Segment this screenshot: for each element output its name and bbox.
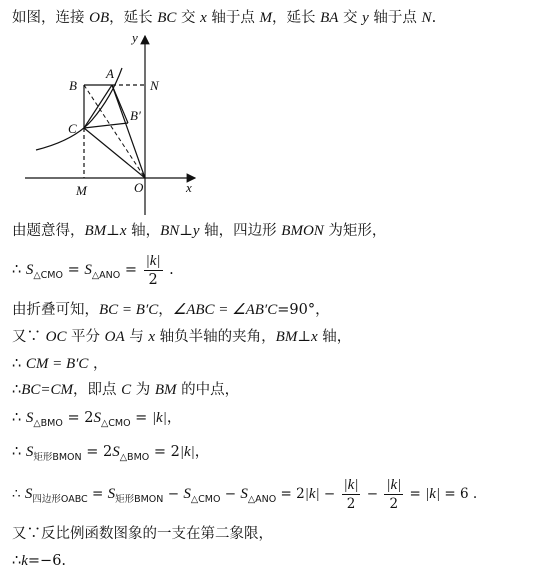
- text: .: [164, 262, 174, 278]
- abs-k: |k|: [304, 486, 320, 502]
- equals: =: [87, 486, 108, 502]
- text: 又∵反比例函数图象的一支在第二象限，: [12, 526, 273, 542]
- subscript: △ANO: [247, 494, 277, 505]
- equation: CM = B′C: [25, 356, 89, 372]
- text: ∴: [12, 410, 26, 426]
- minus: −: [319, 486, 340, 502]
- numerator: |k|: [386, 477, 402, 493]
- numerator: |k|: [343, 477, 359, 493]
- step-7: [12, 408, 181, 434]
- perp-symbol: ⊥: [106, 223, 120, 239]
- text: 的中点，: [176, 382, 240, 398]
- area-symbol: S: [183, 486, 191, 502]
- text: =−6.: [27, 553, 67, 569]
- label-M: M: [76, 183, 87, 198]
- label-N: N: [150, 78, 159, 93]
- shape-BMON: BMON: [281, 223, 324, 239]
- equation: BC=CM: [21, 382, 74, 398]
- segment-BM: BM: [84, 223, 107, 239]
- subscript: △ANO: [91, 270, 121, 281]
- subscript: △CMO: [190, 494, 221, 505]
- text: ，: [88, 356, 108, 372]
- therefore-symbol: ∴: [12, 262, 26, 278]
- var-x: x: [310, 329, 318, 345]
- abs-k: |k|: [179, 444, 195, 460]
- equals: = 2: [81, 444, 113, 460]
- area-symbol: S: [24, 486, 33, 502]
- text: 为: [131, 382, 155, 398]
- segment-AB-prime: [112, 85, 128, 123]
- segment-OA: OA: [104, 329, 125, 345]
- text: 轴负半轴的夹角，: [155, 329, 276, 345]
- step-6: [12, 380, 239, 400]
- equals: =: [120, 262, 142, 278]
- var-y: y: [192, 223, 200, 239]
- subscript: △CMO: [100, 418, 131, 429]
- subscript: △BMO: [33, 418, 63, 429]
- label-C: C: [68, 121, 77, 136]
- equation: =90°: [277, 302, 316, 318]
- text: 由题意得，: [12, 223, 85, 239]
- geometry-figure: [0, 30, 556, 240]
- step-5: [12, 354, 108, 374]
- text: 轴，: [317, 329, 352, 345]
- area-symbol: S: [25, 410, 34, 426]
- text: ∴: [12, 553, 22, 569]
- step-10: [12, 524, 273, 544]
- segment-BM: BM: [275, 329, 298, 345]
- segment-BN: BN: [160, 223, 180, 239]
- equals: = 2: [276, 486, 305, 502]
- equation: BC = B′C: [99, 302, 159, 318]
- label-B: B: [69, 78, 77, 93]
- equals: =: [62, 262, 85, 278]
- denominator: 2: [346, 496, 356, 512]
- result: = 6 .: [440, 486, 478, 502]
- text: ，延长: [109, 10, 158, 26]
- equals: = 2: [149, 444, 180, 460]
- area-symbol: S: [25, 262, 34, 278]
- text: 轴于点: [206, 10, 260, 26]
- subscript: 矩形BMON: [115, 494, 164, 505]
- subscript: 四边形OABC: [32, 494, 88, 505]
- fraction: [144, 252, 163, 289]
- minus: −: [163, 486, 184, 502]
- step-1: [12, 221, 386, 241]
- perp-symbol: ⊥: [179, 223, 193, 239]
- step-9: [12, 474, 477, 520]
- area-symbol: S: [107, 486, 116, 502]
- step-3: [12, 300, 330, 320]
- label-x: x: [186, 180, 192, 195]
- step-8: [12, 442, 209, 468]
- segment-OB-dashed: [84, 85, 145, 178]
- point-N: N: [421, 10, 432, 26]
- area-symbol: S: [25, 444, 34, 460]
- area-symbol: S: [84, 262, 92, 278]
- text: 轴于点: [368, 10, 422, 26]
- segment-CB-prime: [84, 123, 128, 128]
- text: ，延长: [272, 10, 321, 26]
- var-y: y: [362, 10, 369, 26]
- var-x: x: [200, 10, 207, 26]
- segment-OB: OB: [89, 10, 110, 26]
- equals: =: [405, 486, 426, 502]
- point-C: C: [121, 382, 132, 398]
- equation: ∠ABC = ∠AB′C: [172, 302, 278, 318]
- text: 轴，: [126, 223, 161, 239]
- text: ，: [315, 302, 330, 318]
- text: 为矩形，: [323, 223, 387, 239]
- abs-k: |k|: [425, 486, 441, 502]
- area-symbol: S: [240, 486, 248, 502]
- denominator: 2: [148, 271, 158, 288]
- step-11: [12, 551, 66, 571]
- perp-symbol: ⊥: [297, 329, 311, 345]
- text: 由折叠可知，: [12, 302, 99, 318]
- var-k: k: [21, 553, 28, 569]
- segment-BC: BC: [157, 10, 177, 26]
- step-2: [12, 250, 174, 296]
- text: ∴: [12, 444, 26, 460]
- text: 轴，四边形: [199, 223, 282, 239]
- text: ，: [194, 444, 210, 460]
- text: ∴: [12, 382, 22, 398]
- text: ∴: [12, 356, 26, 372]
- text: ，: [166, 410, 182, 426]
- subscript: △CMO: [33, 270, 63, 281]
- text: ∴: [12, 486, 25, 502]
- equals: =: [130, 410, 152, 426]
- text: 平分: [66, 329, 105, 345]
- equals: = 2: [62, 410, 94, 426]
- label-B-prime: B′: [130, 108, 141, 123]
- var-x: x: [119, 223, 127, 239]
- text: 如图，连接: [12, 10, 90, 26]
- point-M: M: [259, 10, 272, 26]
- abs-k: |k|: [151, 410, 167, 426]
- text: 与: [124, 329, 149, 345]
- area-symbol: S: [93, 410, 101, 426]
- segment-BA: BA: [320, 10, 339, 26]
- numerator: |k|: [145, 252, 161, 269]
- fraction: [384, 476, 403, 513]
- step-4: [12, 327, 351, 347]
- label-y: y: [132, 30, 138, 45]
- label-A: A: [106, 66, 114, 81]
- text: 交: [338, 10, 363, 26]
- text: ，即点: [73, 382, 122, 398]
- label-O: O: [134, 180, 144, 195]
- text: 交: [176, 10, 201, 26]
- area-symbol: S: [112, 444, 120, 460]
- fraction: [342, 476, 361, 513]
- minus: −: [362, 486, 383, 502]
- minus: −: [220, 486, 241, 502]
- text: ，: [158, 302, 173, 318]
- text: .: [431, 10, 437, 26]
- subscript: 矩形BMON: [33, 452, 82, 463]
- segment-OC: OC: [45, 329, 67, 345]
- text: 又∵: [12, 329, 46, 345]
- intro-line: [12, 8, 436, 28]
- subscript: △BMO: [119, 452, 150, 463]
- segment-BM: BM: [154, 382, 177, 398]
- var-x: x: [148, 329, 156, 345]
- denominator: 2: [389, 496, 399, 512]
